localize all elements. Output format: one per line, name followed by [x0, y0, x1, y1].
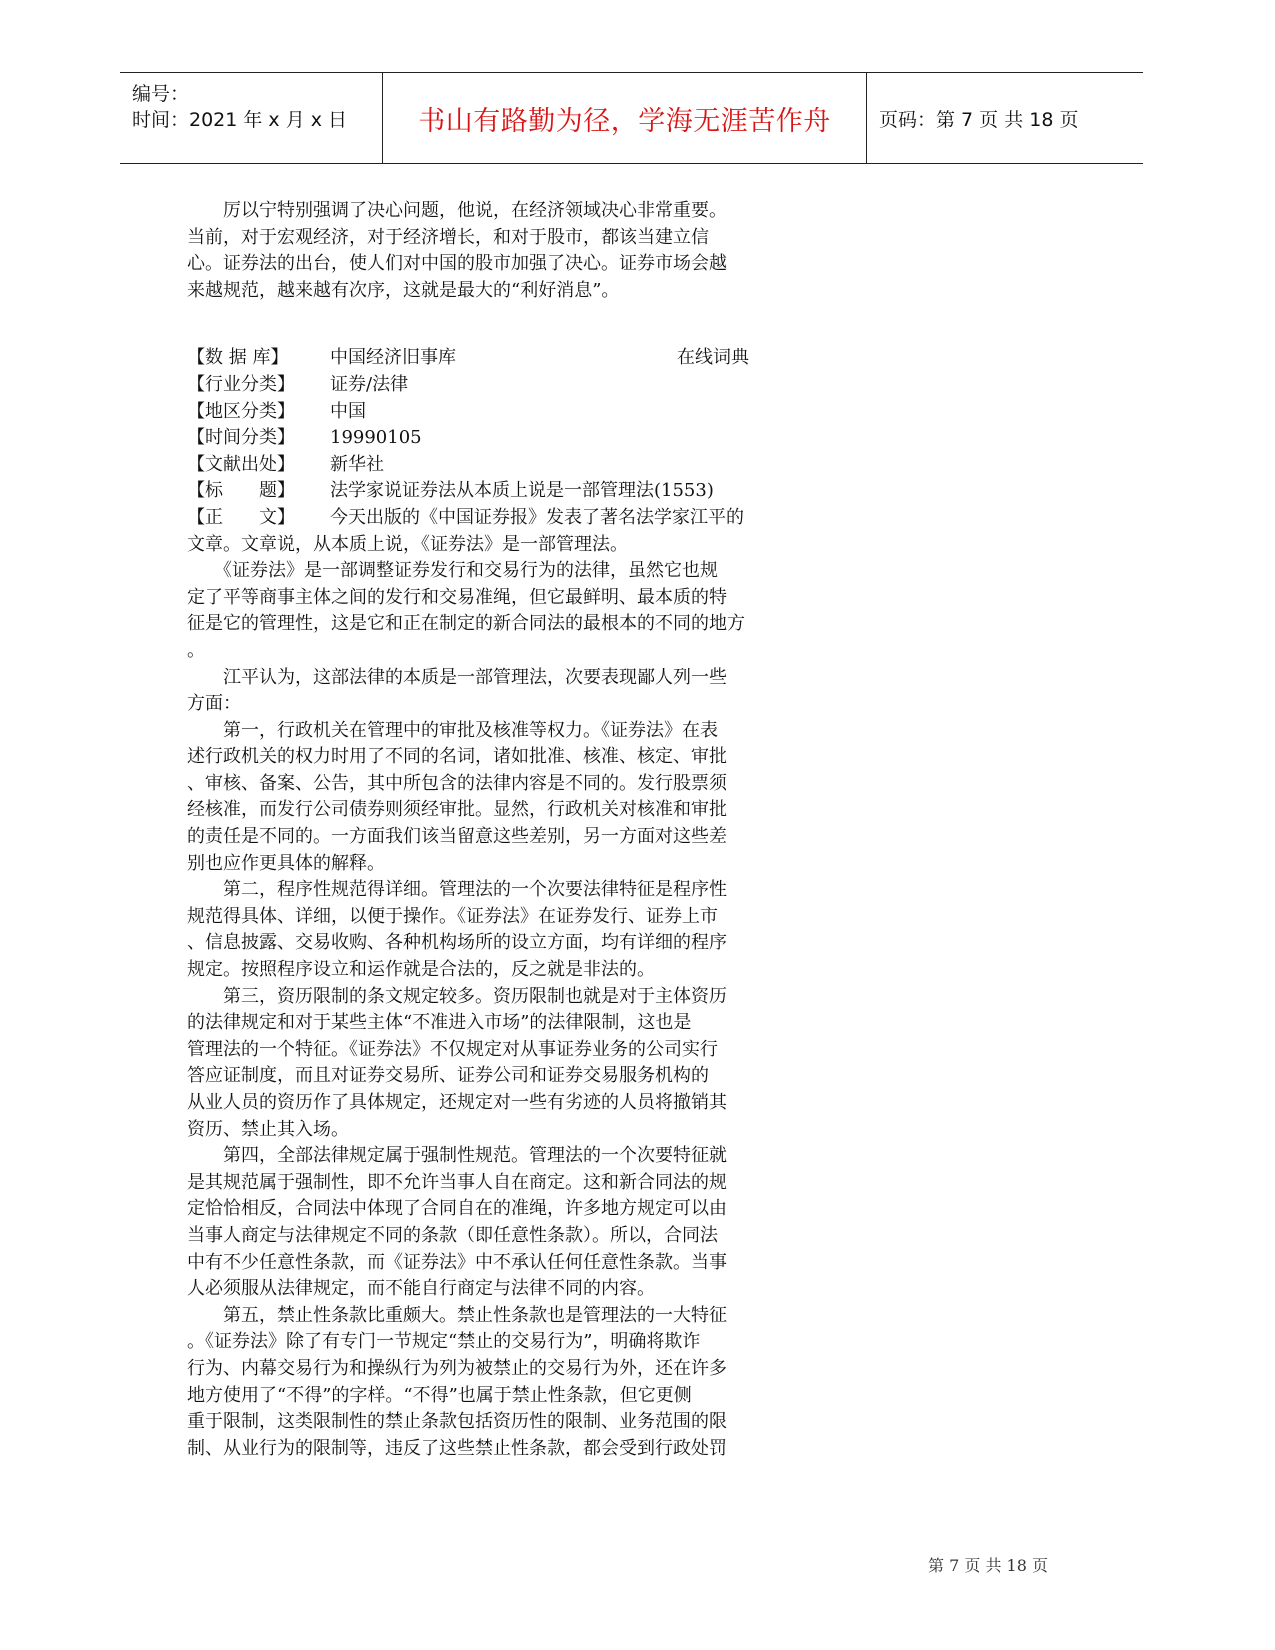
text-line: 江平认为，这部法律的本质是一部管理法，次要表现鄙人列一些 [187, 666, 727, 688]
metadata-key: 【文献出处】 [187, 453, 295, 475]
text-line: 地方使用了“不得”的字样。“不得”也属于禁止性条款，但它更侧 [187, 1384, 692, 1406]
metadata-value: 法学家说证券法从本质上说是一部管理法(1553) [330, 480, 714, 502]
text-line: 从业人员的资历作了具体规定，还规定对一些有劣迹的人员将撤销其 [187, 1092, 727, 1113]
text-line: 第五，禁止性条款比重颇大。禁止性条款也是管理法的一大特征 [187, 1304, 727, 1326]
text-line: 经核准，而发行公司债券则须经审批。显然，行政机关对核准和审批 [187, 799, 727, 821]
text-line: 当事人商定与法律规定不同的条款（即任意性条款）。所以，合同法 [187, 1224, 718, 1246]
text-line: 第四，全部法律规定属于强制性规范。管理法的一个次要特征就 [187, 1145, 727, 1167]
text-line: 文章。文章说，从本质上说，《证券法》是一部管理法。 [187, 533, 628, 555]
text-line: 《证券法》是一部调整证券发行和交易行为的法律，虽然它也规 [187, 560, 718, 582]
text-line: 的法律规定和对于某些主体“不准进入市场”的法律限制，这也是 [187, 1012, 692, 1034]
metadata-value: 中国 [330, 400, 366, 422]
text-line: 第一，行政机关在管理中的审批及核准等权力。《证券法》在表 [187, 719, 718, 741]
text-line: 的责任是不同的。一方面我们该当留意这些差别，另一方面对这些差 [187, 826, 727, 848]
metadata-row-body [187, 505, 827, 532]
document-time-label: 时间：2021 年 x 月 x 日 [132, 109, 348, 131]
metadata-key: 【数 据 库】 [187, 347, 289, 369]
metadata-value: 新华社 [330, 453, 384, 475]
text-line: 。《证券法》除了有专门一节规定“禁止的交易行为”，明确将欺诈 [187, 1331, 701, 1353]
header-middle-cell [382, 73, 867, 163]
header-motto: 书山有路勤为径，学海无涯苦作舟 [418, 105, 831, 137]
metadata-row-title [187, 478, 827, 505]
text-line: 征是它的管理性，这是它和正在制定的新合同法的最根本的不同的地方 [187, 613, 745, 635]
text-line: 资历、禁止其入场。 [187, 1118, 349, 1140]
text-line: 心。证券法的出台，使人们对中国的股市加强了决心。证券市场会越 [187, 253, 727, 275]
metadata-value: 今天出版的《中国证券报》发表了著名法学家江平的 [330, 506, 744, 528]
metadata-key: 【正 文】 [187, 506, 295, 528]
text-line: 。 [187, 639, 205, 661]
text-line: 厉以宁特别强调了决心问题，他说，在经济领域决心非常重要。 [187, 200, 727, 221]
text-line: 人必须服从法律规定，而不能自行商定与法律不同的内容。 [187, 1278, 655, 1300]
metadata-value: 中国经济旧事库 [330, 347, 456, 369]
metadata-key: 【时间分类】 [187, 427, 295, 449]
text-line: 规范得具体、详细，以便于操作。《证券法》在证券发行、证券上市 [187, 905, 718, 927]
metadata-block [187, 345, 827, 531]
text-line: 是其规范属于强制性，即不允许当事人自在商定。这和新合同法的规 [187, 1171, 727, 1193]
header-page-number: 页码：第 7 页 共 18 页 [879, 108, 1079, 131]
header-left-cell [120, 73, 382, 163]
metadata-value: 19990105 [330, 427, 422, 449]
text-line: 管理法的一个特征。《证券法》不仅规定对从事证券业务的公司实行 [187, 1038, 718, 1060]
text-line: 第二，程序性规范得详细。管理法的一个次要法律特征是程序性 [187, 879, 727, 901]
text-line: 规定。按照程序设立和运作就是合法的，反之就是非法的。 [187, 959, 655, 981]
header-right-cell [867, 73, 1143, 163]
text-line: 当前，对于宏观经济，对于经济增长，和对于股市，都该当建立信 [187, 226, 709, 248]
spacer [187, 304, 827, 345]
text-line: 定恰恰相反，合同法中体现了合同自在的准绳，许多地方规定可以由 [187, 1198, 727, 1220]
metadata-row-time [187, 425, 827, 452]
text-line: 定了平等商事主体之间的发行和交易准绳，但它最鲜明、最本质的特 [187, 586, 727, 608]
text-line: 、信息披露、交易收购、各种机构场所的设立方面，均有详细的程序 [187, 932, 727, 954]
metadata-key: 【地区分类】 [187, 400, 295, 422]
metadata-row-industry [187, 372, 827, 399]
text-line: 制、从业行为的限制等，违反了这些禁止性条款，都会受到行政处罚 [187, 1437, 727, 1459]
text-line: 行为、内幕交易行为和操纵行为列为被禁止的交易行为外，还在许多 [187, 1357, 727, 1379]
text-line: 答应证制度，而且对证券交易所、证券公司和证券交易服务机构的 [187, 1065, 709, 1087]
page-footer: 第 7 页 共 18 页 [928, 1556, 1048, 1575]
metadata-row-source [187, 452, 827, 479]
text-line: 来越规范，越来越有次序，这就是最大的“利好消息”。 [187, 279, 620, 301]
metadata-key: 【行业分类】 [187, 373, 295, 395]
text-line: 方面： [187, 693, 241, 715]
document-body [187, 198, 827, 1462]
metadata-row-database [187, 345, 827, 372]
text-line: 述行政机关的权力时用了不同的名词，诸如批准、核准、核定、审批 [187, 746, 727, 768]
metadata-row-region [187, 399, 827, 426]
document-number-label: 编号： [132, 83, 190, 105]
intro-paragraph [187, 198, 827, 304]
text-line: 第三，资历限制的条文规定较多。资历限制也就是对于主体资历 [187, 985, 727, 1007]
online-dictionary-link[interactable]: 在线词典 [677, 347, 749, 369]
article-text [187, 532, 827, 1463]
text-line: 重于限制，这类限制性的禁止条款包括资历性的限制、业务范围的限 [187, 1411, 727, 1433]
text-line: 中有不少任意性条款，而《证券法》中不承认任何任意性条款。当事 [187, 1251, 727, 1273]
text-line: 、审核、备案、公告，其中所包含的法律内容是不同的。发行股票须 [187, 772, 727, 794]
text-line: 别也应作更具体的解释。 [187, 852, 385, 874]
document-header [120, 72, 1143, 164]
metadata-key: 【标 题】 [187, 480, 295, 502]
metadata-value: 证券/法律 [330, 373, 409, 395]
